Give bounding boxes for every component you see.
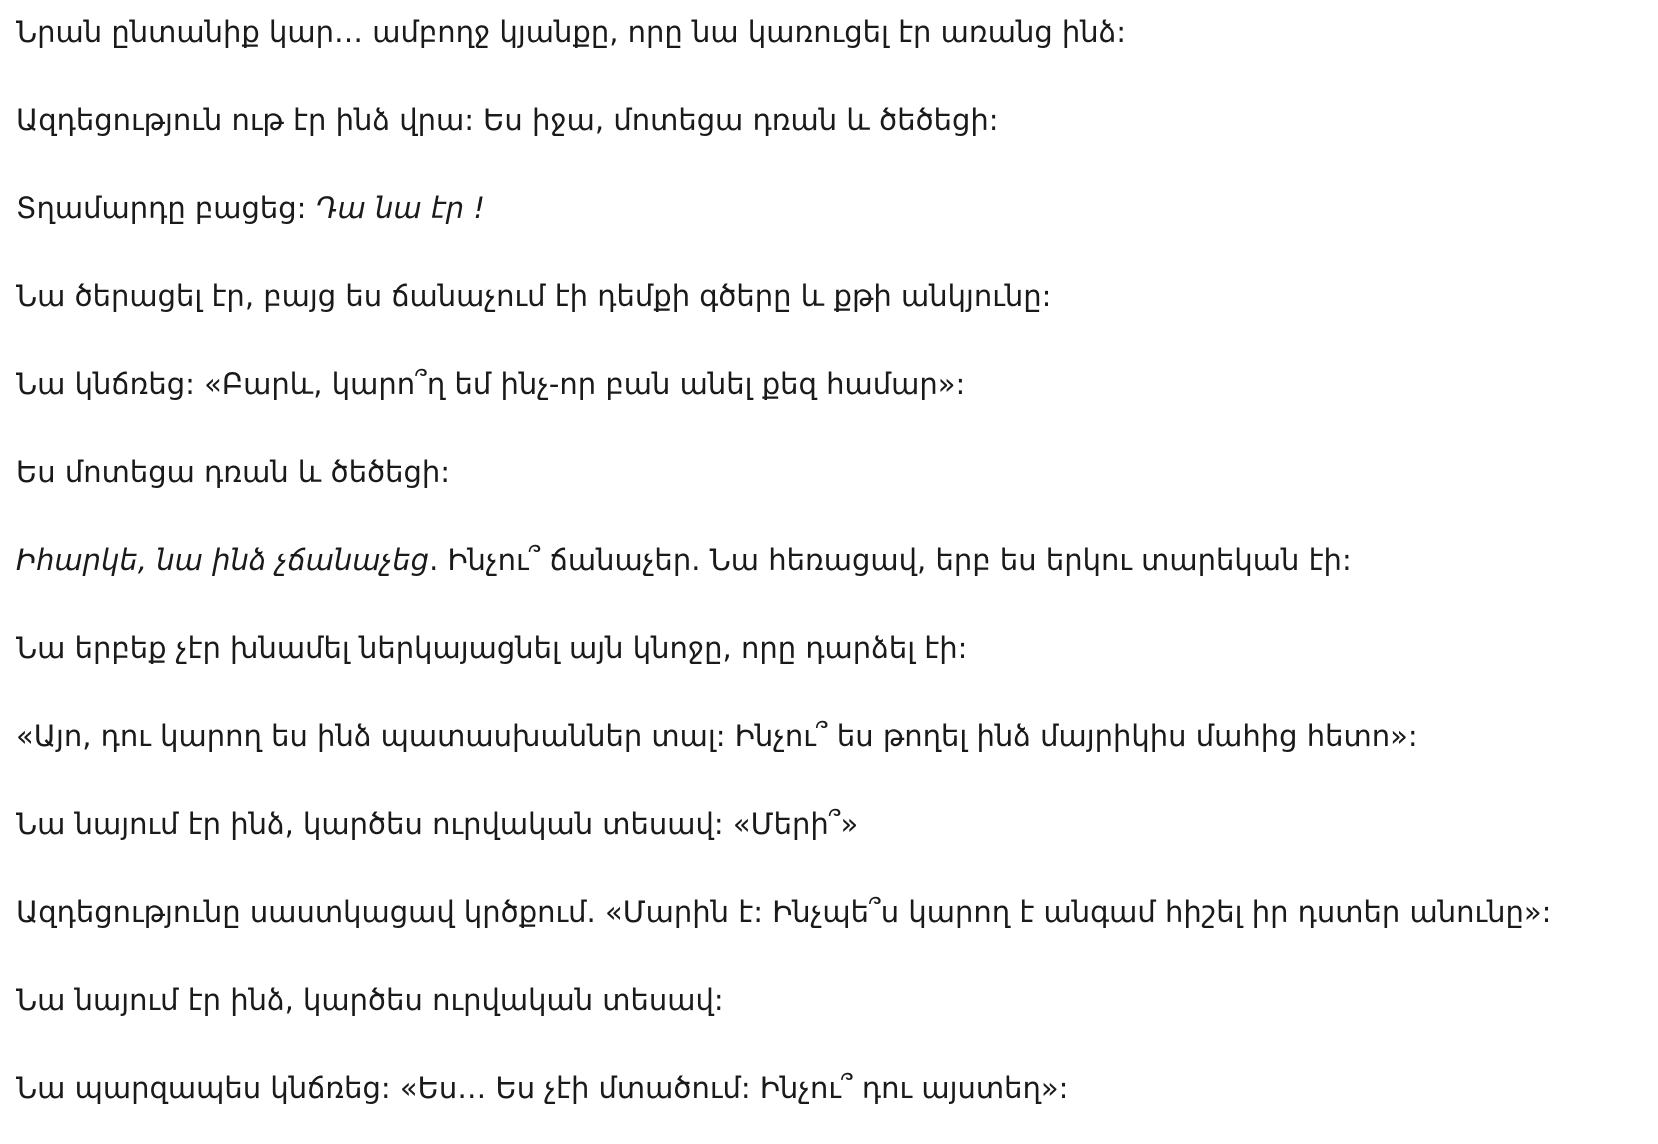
paragraph: Նա նայում էր ինձ, կարծես ուրվական տեսավ: «Մերի՞» bbox=[16, 807, 859, 841]
paragraph: Նրան ընտանիք կար… ամբողջ կյանքը, որը նա կառուցել էր առանց ինձ: bbox=[16, 15, 1127, 49]
paragraph-text: . Ինչու՞ ճանաչեր. Նա հեռացավ, երբ ես երկու տարեկան էի: bbox=[429, 543, 1352, 577]
paragraph: Նա ծերացել էր, բայց ես ճանաչում էի դեմքի գծերը և քթի անկյունը: bbox=[16, 279, 1052, 313]
emphasis-text: Իհարկե, նա ինձ չճանաչեց bbox=[16, 543, 430, 577]
emphasis-text: Դա նա էր ! bbox=[315, 191, 485, 225]
paragraph-with-emphasis bbox=[16, 176, 1636, 264]
document-body bbox=[16, 0, 1636, 1144]
paragraph-text: Տղամարդը բացեց: bbox=[16, 191, 316, 225]
paragraph: Նա երբեք չէր խնամել ներկայացնել այն կնոջը, որը դարձել էի: bbox=[16, 631, 968, 665]
paragraph: Նա կնճռեց: «Բարև, կարո՞ղ եմ ինչ-որ բան անել քեզ համար»: bbox=[16, 367, 966, 401]
paragraph: Ես մոտեցա դռան և ծեծեցի: bbox=[16, 455, 451, 489]
paragraph: Նա նայում էր ինձ, կարծես ուրվական տեսավ: bbox=[16, 983, 724, 1017]
paragraph: «Այո, դու կարող ես ինձ պատասխաններ տալ: Ինչու՞ ես թողել ինձ մայրիկիս մահից հետո»: bbox=[16, 719, 1418, 753]
paragraph: Նա պարզապես կնճռեց: «Ես… Ես չէի մտածում: Ինչու՞ դու այստեղ»: bbox=[16, 1071, 1069, 1105]
paragraph: Ազդեցություն ութ էր ինձ վրա: Ես իջա, մոտեցա դռան և ծեծեցի: bbox=[16, 103, 999, 137]
paragraph: Ազդեցությունը սաստկացավ կրծքում. «Մարին է: Ինչպե՞ս կարող է անգամ հիշել իր դստեր անունը»: bbox=[16, 895, 1552, 929]
paragraph-with-emphasis bbox=[16, 528, 1636, 616]
